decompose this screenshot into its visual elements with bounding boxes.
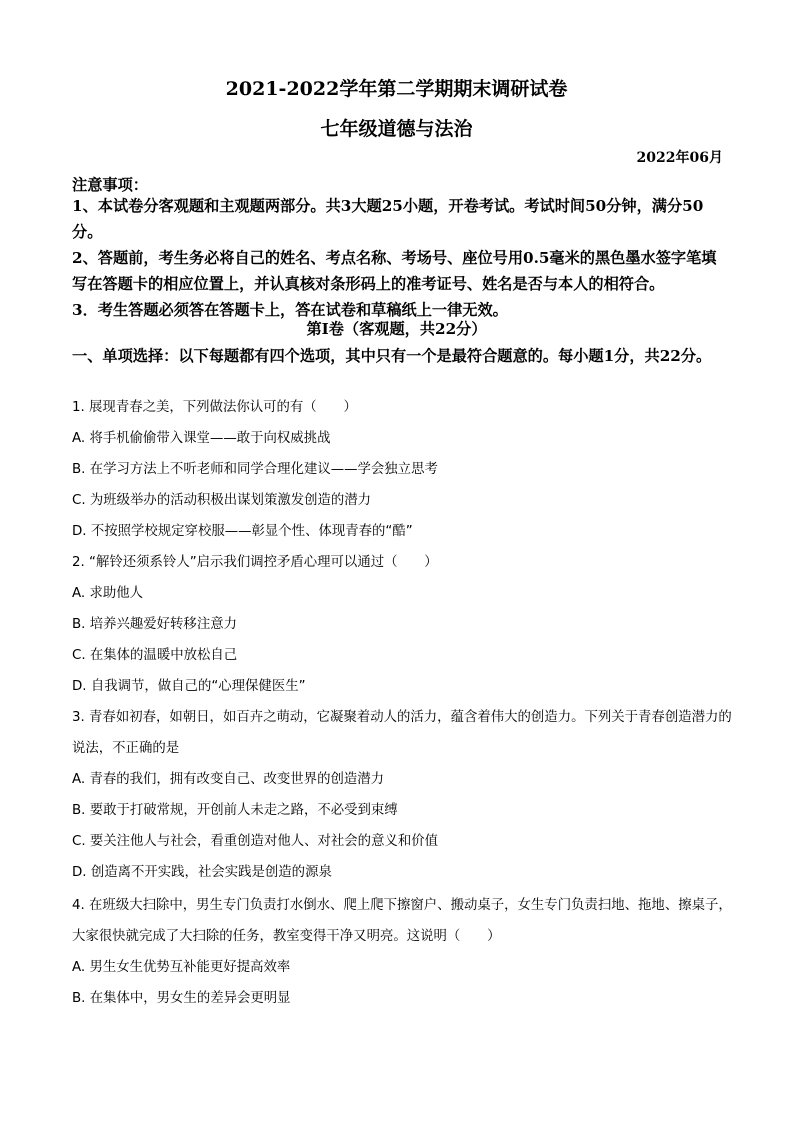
exam-title: 2021-2022学年第二学期期末调研试卷 (225, 78, 568, 100)
question-option: A. 求助他人 (72, 586, 143, 601)
question-option: B. 要敢于打破常规，开创前人未走之路，不必受到束缚 (72, 803, 398, 818)
question-stem: 4. 在班级大扫除中，男生专门负责打水倒水、爬上爬下擦窗户、搬动桌子，女生专门负责扫地、拖地、擦桌子，大家很快就完成了大扫除的任务，教室变得干净又明亮。这说明（ ） (72, 898, 732, 944)
question-stem: 1. 展现青春之美，下列做法你认可的有（ ） (72, 400, 357, 415)
question-option: D. 自我调节，做自己的“心理保健医生” (72, 679, 306, 694)
question-4 (72, 890, 732, 1014)
question-2 (72, 547, 732, 702)
note-item: 1、本试卷分客观题和主观题两部分。共3大题25小题，开卷考试。考试时间50分钟，满分50分。 (72, 197, 704, 241)
note-item: 3．考生答题必须答在答题卡上，答在试卷和草稿纸上一律无效。 (72, 301, 508, 319)
question-stem: 3. 青春如初春，如朝日，如百卉之萌动，它凝聚着动人的活力，蕴含着伟大的创造力。下列关于青春创造潜力的说法，不正确的是 (72, 710, 732, 756)
question-option: D. 不按照学校规定穿校服——彰显个性、体现青春的“酷” (72, 524, 413, 539)
exam-date: 2022年06月 (636, 150, 723, 166)
question-option: A. 青春的我们，拥有改变自己、改变世界的创造潜力 (72, 772, 385, 787)
question-3 (72, 702, 732, 888)
question-option: B. 培养兴趣爱好转移注意力 (72, 617, 237, 632)
section-title: 第I卷（客观题，共22分） (306, 320, 487, 338)
notes-heading: 注意事项： (72, 176, 148, 194)
question-option: A. 男生女生优势互补能更好提高效率 (72, 960, 291, 975)
section-instruction: 一、单项选择：以下每题都有四个选项，其中只有一个是最符合题意的。每小题1分，共22分。 (72, 347, 712, 365)
question-option: C. 在集体的温暖中放松自己 (72, 648, 238, 663)
note-item: 2、答题前，考生务必将自己的姓名、考点名称、考场号、座位号用0.5毫米的黑色墨水签字笔填写在答题卡的相应位置上，并认真核对条形码上的准考证号、姓名是否与本人的相符合。 (72, 249, 717, 293)
question-option: D. 创造离不开实践，社会实践是创造的源泉 (72, 865, 332, 880)
question-option: B. 在学习方法上不听老师和同学合理化建议——学会独立思考 (72, 462, 438, 477)
question-stem: 2. “解铃还须系铃人”启示我们调控矛盾心理可以通过（ ） (72, 555, 438, 570)
question-1 (72, 392, 732, 547)
exam-subject: 七年级道德与法治 (320, 118, 473, 140)
question-option: C. 为班级举办的活动积极出谋划策激发创造的潜力 (72, 493, 372, 508)
question-option: B. 在集体中，男女生的差异会更明显 (72, 991, 291, 1006)
question-option: C. 要关注他人与社会，看重创造对他人、对社会的意义和价值 (72, 834, 439, 849)
notes-list (72, 193, 724, 323)
question-option: A. 将手机偷偷带入课堂——敢于向权威挑战 (72, 431, 331, 446)
